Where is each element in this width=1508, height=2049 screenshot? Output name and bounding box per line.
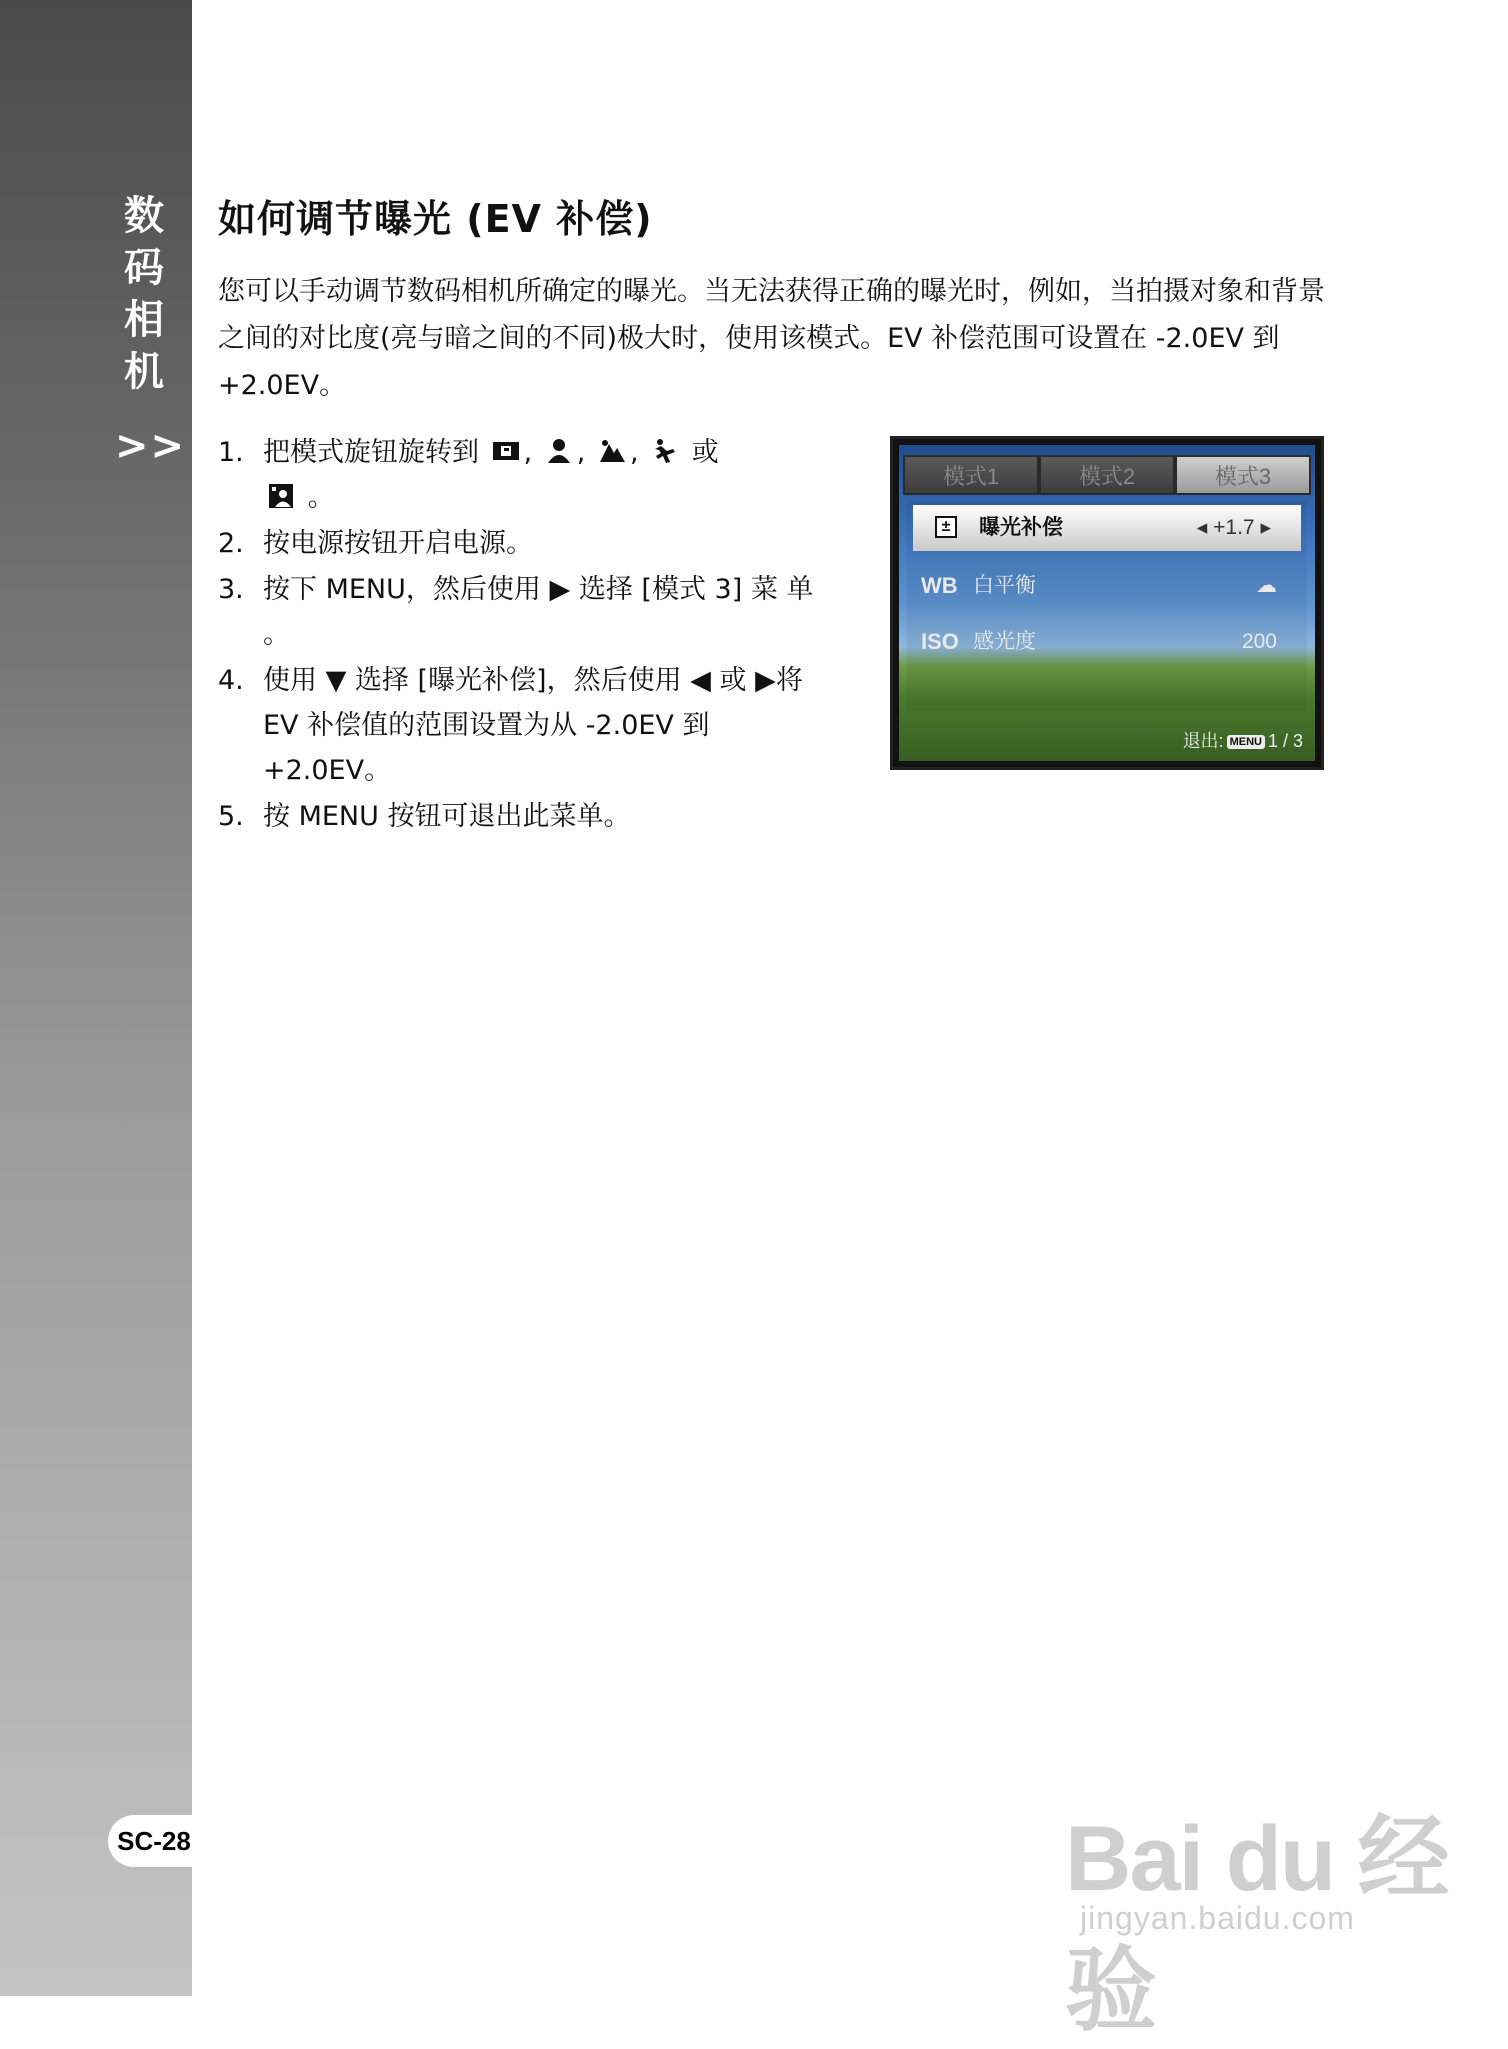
menu-row-value: ◂ +1.7 ▸ (1196, 516, 1271, 539)
step-list (218, 430, 818, 840)
menu-row-key: WB (921, 573, 958, 598)
step-separator: , (629, 437, 639, 468)
night-portrait-mode-icon (267, 482, 295, 510)
step-number: 4. (218, 665, 244, 696)
step-text: 把模式旋钮旋转到 (263, 437, 479, 468)
step-number: 1. (218, 437, 244, 468)
footer-exit-label: 退出: (1182, 731, 1224, 751)
menu-row-value: 200 (1241, 630, 1277, 653)
section-title-char: 数 (124, 193, 166, 239)
menu-list (907, 501, 1307, 711)
baidu-watermark (1060, 1770, 1450, 2042)
page-number: SC-28 (108, 1815, 200, 1867)
section-title-char: 机 (124, 349, 166, 395)
step-item (218, 794, 818, 839)
step-number: 3. (218, 574, 244, 605)
step-item (218, 567, 818, 657)
watermark-logo: Bai du 经验 (1065, 1808, 1448, 2042)
page-title: 如何调节曝光 (EV 补偿) (218, 197, 653, 241)
section-title-char: 相 (124, 297, 166, 343)
sidebar (0, 0, 192, 1996)
step-text: 按 MENU 按钮可退出此菜单。 (263, 801, 631, 832)
menu-row-label: 曝光补偿 (979, 516, 1063, 539)
menu-badge: MENU (1227, 735, 1265, 749)
ev-compensation-icon: ± (935, 516, 957, 538)
menu-row-iso (907, 619, 1307, 665)
menu-row-exposure (913, 505, 1301, 551)
step-item (218, 430, 818, 520)
step-number: 5. (218, 801, 244, 832)
menu-tabs (903, 455, 1311, 495)
step-separator: , (576, 437, 586, 468)
menu-row-white-balance (907, 563, 1307, 609)
landscape-mode-icon (598, 437, 626, 465)
camera-menu-screenshot (890, 436, 1324, 770)
step-text: 按电源按钮开启电源。 (263, 528, 533, 559)
section-title-vertical (115, 190, 187, 469)
step-text: 或 (691, 437, 719, 468)
screen-footer (1183, 727, 1303, 753)
menu-row-key: ISO (921, 629, 959, 654)
intro-paragraph: 您可以手动调节数码相机所确定的曝光。当无法获得正确的曝光时，例如，当拍摄对象和背景之间的对比度(亮与暗之间的不同)极大时，使用该模式。EV 补偿范围可设置在 -2.0EV 到 +2.0EV。 (218, 276, 1325, 401)
step-item (218, 658, 818, 793)
tab-mode-3: 模式3 (1175, 455, 1311, 495)
step-separator: , (523, 437, 533, 468)
program-mode-icon (492, 437, 520, 465)
menu-row-label: 白平衡 (973, 574, 1036, 597)
watermark-url: jingyan.baidu.com (1080, 1900, 1355, 1936)
next-arrows: >> (115, 423, 187, 469)
step-text: 使用 ▼ 选择 [曝光补偿]，然后使用 ◀ 或 ▶将 EV 补偿值的范围设置为从 -2.0EV 到 +2.0EV。 (263, 665, 803, 786)
section-title-char: 码 (124, 245, 166, 291)
tab-mode-1: 模式1 (903, 455, 1039, 495)
menu-row-label: 感光度 (973, 630, 1036, 653)
cloudy-icon: ☁ (1256, 574, 1277, 597)
tab-mode-2: 模式2 (1039, 455, 1175, 495)
portrait-mode-icon (545, 437, 573, 465)
footer-page: 1 / 3 (1267, 731, 1303, 751)
step-number: 2. (218, 528, 244, 559)
step-item (218, 521, 818, 566)
step-text: 。 (307, 482, 335, 513)
step-text: 按下 MENU，然后使用 ▶ 选择 [模式 3] 菜 单 。 (263, 574, 814, 650)
sports-mode-icon (651, 437, 679, 465)
